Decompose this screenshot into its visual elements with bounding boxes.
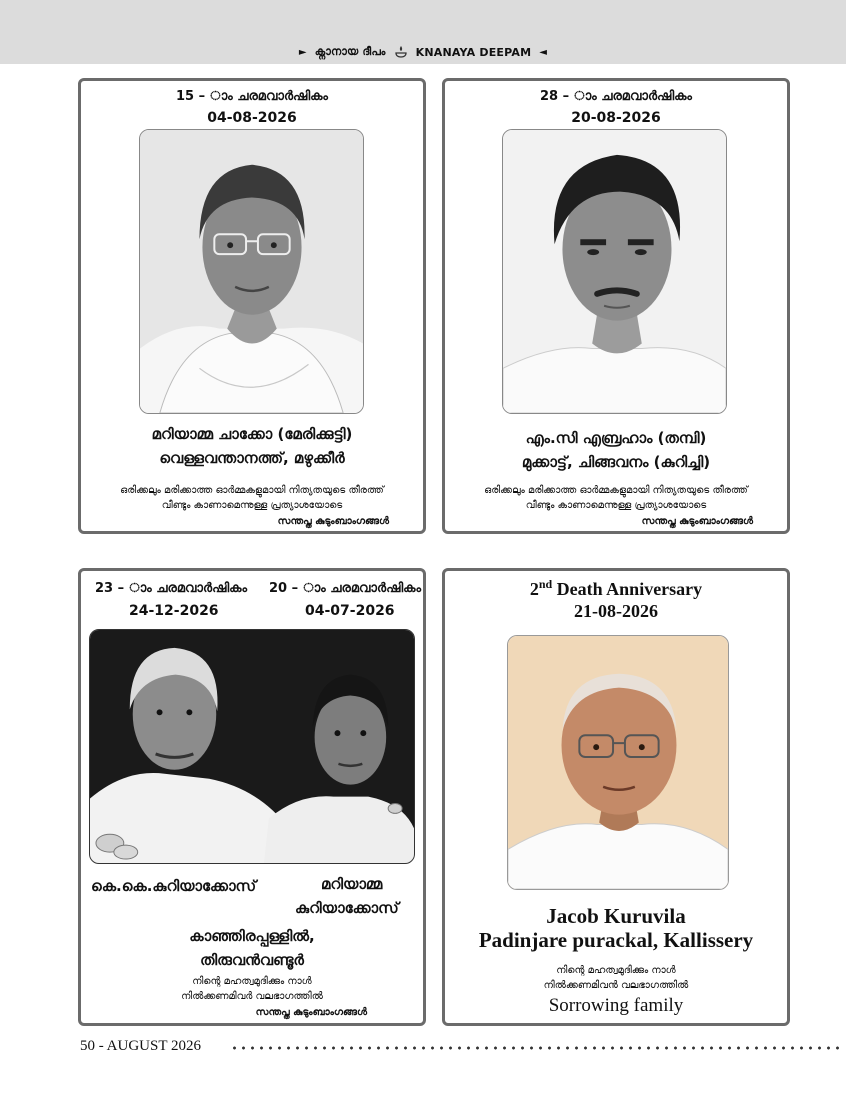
family-signature: സന്തപ്ത കുടുംബാംഗങ്ങൾ xyxy=(641,516,753,527)
family-signature: സന്തപ്ത കുടുംബാംഗങ്ങൾ xyxy=(277,516,389,527)
memorial-message-line: ഒരിക്കലും മരിക്കാത്ത ഓർമ്മകളുമായി നിത്യതയുടെ തീരത്ത് xyxy=(484,485,748,496)
masthead-english: KNANAYA DEEPAM xyxy=(415,45,532,59)
family-house: കാഞ്ഞിരപ്പള്ളിൽ, xyxy=(189,927,315,945)
obituary-card-1 xyxy=(78,78,426,534)
anniversary-title-left: 23 – ാം ചരമവാർഷികം xyxy=(95,581,248,596)
page-header xyxy=(0,0,846,64)
memorial-message-line: നിൽക്കണമിവർ വലഭാഗത്തിൽ xyxy=(181,991,323,1002)
deceased-house: Padinjare purackal, Kallissery xyxy=(478,928,754,952)
obituary-card-4 xyxy=(442,568,790,1026)
anniversary-date: 21-08-2026 xyxy=(574,601,658,621)
portrait-photo xyxy=(507,635,729,890)
anniversary-date: 20-08-2026 xyxy=(571,110,661,126)
portrait-photo xyxy=(502,129,727,414)
deceased-house: മുക്കാട്ട്, ചിങ്ങവനം (കുറിച്ചി) xyxy=(521,453,711,471)
portrait-photo xyxy=(139,129,364,414)
memorial-message-line: ഒരിക്കലും മരിക്കാത്ത ഓർമ്മകളുമായി നിത്യതയുടെ തീരത്ത് xyxy=(120,485,384,496)
masthead-malayalam: ക്നാനായ ദീപം xyxy=(314,45,386,58)
deceased-name-right-line1: മറിയാമ്മ xyxy=(321,875,383,893)
dotted-rule xyxy=(230,1046,842,1050)
family-signature: സന്തപ്ത കുടുംബാംഗങ്ങൾ xyxy=(255,1007,367,1018)
obituary-card-3 xyxy=(78,568,426,1026)
oil-lamp-icon xyxy=(394,45,408,59)
anniversary-date-left: 24-12-2026 xyxy=(129,603,219,619)
deceased-name: മറിയാമ്മ ചാക്കോ (മേരിക്കുട്ടി) xyxy=(151,425,353,443)
family-place: തിരുവൻവണ്ടൂർ xyxy=(200,951,304,969)
deceased-name-left: കെ.കെ.കുറിയാക്കോസ് xyxy=(91,877,257,895)
anniversary-date-right: 04-07-2026 xyxy=(305,603,395,619)
anniversary-title: 15 – ാം ചരമവാർഷികം xyxy=(175,89,329,104)
anniversary-date: 04-08-2026 xyxy=(207,110,297,126)
deceased-name: എം.സി എബ്രഹാം (തമ്പി) xyxy=(525,429,707,447)
anniversary-title xyxy=(445,577,787,600)
memorial-message-line: നിന്റെ മഹത്വമുദിക്കും നാൾ xyxy=(556,965,676,976)
couple-photo xyxy=(89,629,415,864)
masthead xyxy=(0,40,846,64)
deceased-name: Jacob Kuruvila xyxy=(546,904,686,928)
anniversary-label: Death Anniversary xyxy=(552,579,703,599)
page-number: 50 - AUGUST 2026 xyxy=(80,1038,201,1054)
memorial-message-line: വീണ്ടും കാണാമെന്നുള്ള പ്രത്യാശയോടെ xyxy=(161,500,343,511)
left-pointer-icon: ◄ xyxy=(539,46,548,58)
family-signature: Sorrowing family xyxy=(548,995,684,1016)
anniversary-title-right: 20 – ാം ചരമവാർഷികം xyxy=(269,581,422,596)
anniversary-title: 28 – ാം ചരമവാർഷികം xyxy=(539,89,693,104)
memorial-message-line: വീണ്ടും കാണാമെന്നുള്ള പ്രത്യാശയോടെ xyxy=(525,500,707,511)
deceased-house: വെള്ളവന്താനത്ത്, മഴുക്കീർ xyxy=(159,449,345,467)
obituary-card-2 xyxy=(442,78,790,534)
anniversary-number: 2 xyxy=(529,579,539,599)
memorial-message-line: നിന്റെ മഹത്വമുദിക്കും നാൾ xyxy=(192,976,312,987)
deceased-name-right-line2: കുറിയാക്കോസ് xyxy=(295,899,399,917)
ordinal-suffix: nd xyxy=(538,577,553,591)
memorial-message-line: നിൽക്കണമിവൻ വലഭാഗത്തിൽ xyxy=(543,980,689,991)
right-pointer-icon: ► xyxy=(298,46,307,58)
